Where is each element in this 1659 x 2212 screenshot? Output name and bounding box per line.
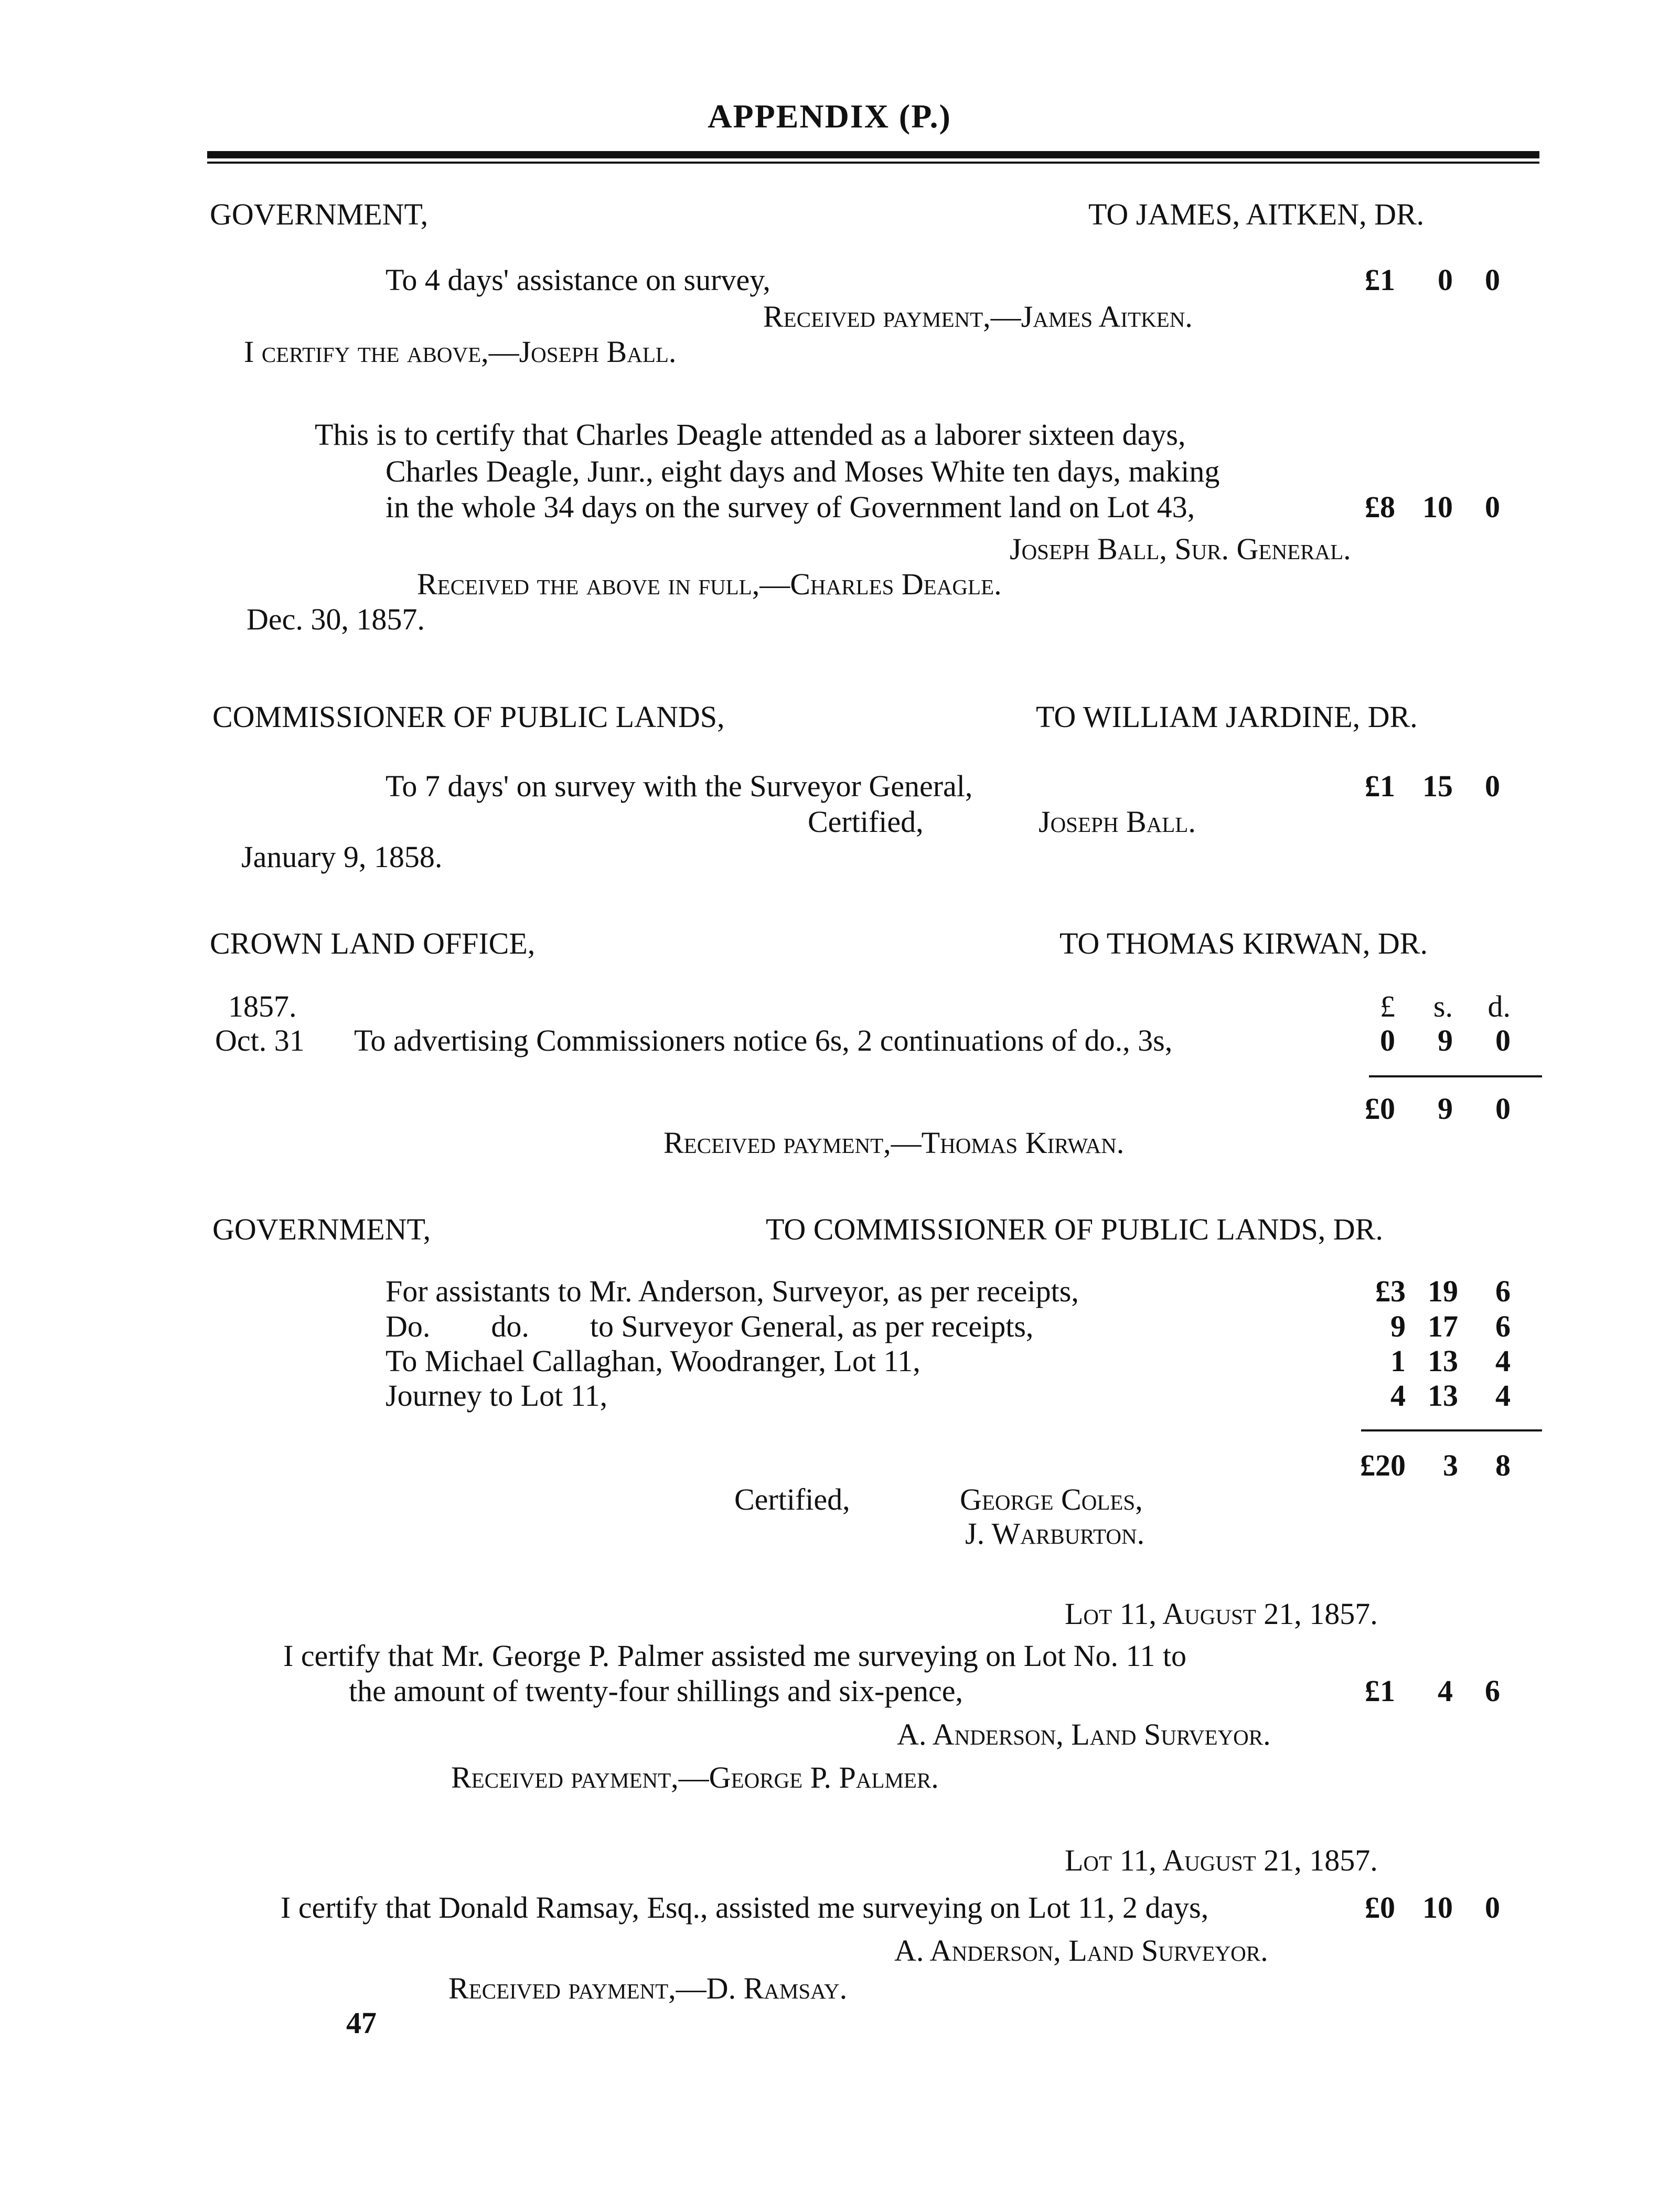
creditor-heading: TO JAMES, AITKEN, DR. xyxy=(1088,197,1425,231)
signature: Joseph Ball. xyxy=(1039,805,1196,839)
received-note: Received payment,—Thomas Kirwan. xyxy=(663,1126,1125,1160)
date: January 9, 1858. xyxy=(241,840,443,874)
dateline: Lot 11, August 21, 1857. xyxy=(1065,1843,1378,1877)
signature: J. Warburton. xyxy=(965,1516,1145,1551)
total-rule xyxy=(1361,1429,1542,1431)
row-text: To advertising Commissioners notice 6s, 2 continuations of do., 3s, xyxy=(354,1023,1173,1057)
certified-label: Certified, xyxy=(734,1482,850,1516)
row-amount: 0 9 0 xyxy=(1380,1023,1511,1057)
debtor-heading: GOVERNMENT, xyxy=(212,1212,431,1246)
received-note: Received payment,—James Aitken. xyxy=(763,300,1193,334)
signature: A. Anderson, Land Surveyor. xyxy=(894,1933,1268,1968)
total-rule xyxy=(1369,1075,1542,1077)
creditor-heading: TO THOMAS KIRWAN, DR. xyxy=(1059,926,1428,960)
debtor-heading: CROWN LAND OFFICE, xyxy=(210,926,536,960)
page-title: APPENDIX (P.) xyxy=(708,98,951,135)
item-line: Journey to Lot 11, xyxy=(386,1379,608,1413)
certificate-line: in the whole 34 days on the survey of Government land on Lot 43, xyxy=(386,490,1195,524)
certificate-line: I certify that Donald Ramsay, Esq., assisted me surveying on Lot 11, 2 days, xyxy=(281,1890,1209,1925)
total-amount: £20 3 8 xyxy=(1360,1448,1511,1482)
column-heads: £ s. d. xyxy=(1380,989,1511,1023)
creditor-heading: TO COMMISSIONER OF PUBLIC LANDS, DR. xyxy=(766,1212,1383,1246)
certification-note: I certify the above,—Joseph Ball. xyxy=(244,335,677,369)
item-amount: 4 13 4 xyxy=(1390,1379,1511,1413)
certificate-line: Charles Deagle, Junr., eight days and Moses White ten days, making xyxy=(386,454,1220,488)
received-note: Received payment,—D. Ramsay. xyxy=(448,1971,848,2005)
signature: A. Anderson, Land Surveyor. xyxy=(897,1717,1271,1751)
amount: £8 10 0 xyxy=(1365,490,1500,524)
creditor-heading: TO WILLIAM JARDINE, DR. xyxy=(1036,700,1418,734)
dateline: Lot 11, August 21, 1857. xyxy=(1065,1597,1378,1631)
heading-rule-thin xyxy=(207,162,1539,164)
entry-line: To 7 days' on survey with the Surveyor General, xyxy=(386,769,973,803)
signature: Joseph Ball, Sur. General. xyxy=(1010,532,1351,566)
item-line: To Michael Callaghan, Woodranger, Lot 11, xyxy=(386,1344,921,1378)
year: 1857. xyxy=(228,989,297,1023)
received-note: Received payment,—George P. Palmer. xyxy=(451,1760,939,1794)
page-number: 47 xyxy=(346,2006,377,2040)
item-line: Do. do. to Surveyor General, as per receipts, xyxy=(386,1309,1034,1343)
amount: £1 15 0 xyxy=(1365,769,1500,803)
date: Dec. 30, 1857. xyxy=(247,602,425,636)
certified-label: Certified, xyxy=(808,805,924,839)
heading-rule-thick xyxy=(207,151,1539,158)
certificate-line: This is to certify that Charles Deagle attended as a laborer sixteen days, xyxy=(315,418,1186,452)
signature: George Coles, xyxy=(960,1482,1143,1516)
debtor-heading: GOVERNMENT, xyxy=(210,197,429,231)
row-date: Oct. 31 xyxy=(215,1023,305,1057)
entry-line: To 4 days' assistance on survey, xyxy=(386,263,770,297)
amount: £1 4 6 xyxy=(1365,1674,1500,1708)
certificate-line: the amount of twenty-four shillings and six-pence, xyxy=(349,1674,964,1708)
item-amount: 9 17 6 xyxy=(1390,1309,1511,1343)
amount: £1 0 0 xyxy=(1365,263,1500,297)
item-amount: £3 19 6 xyxy=(1375,1274,1511,1308)
debtor-heading: COMMISSIONER OF PUBLIC LANDS, xyxy=(212,700,725,734)
amount: £0 10 0 xyxy=(1365,1890,1500,1925)
total-amount: £0 9 0 xyxy=(1365,1092,1511,1126)
item-line: For assistants to Mr. Anderson, Surveyor, as per receipts, xyxy=(386,1274,1079,1308)
received-note: Received the above in full,—Charles Deagle. xyxy=(417,567,1002,601)
item-amount: 1 13 4 xyxy=(1390,1344,1511,1378)
certificate-line: I certify that Mr. George P. Palmer assisted me surveying on Lot No. 11 to xyxy=(283,1639,1186,1673)
